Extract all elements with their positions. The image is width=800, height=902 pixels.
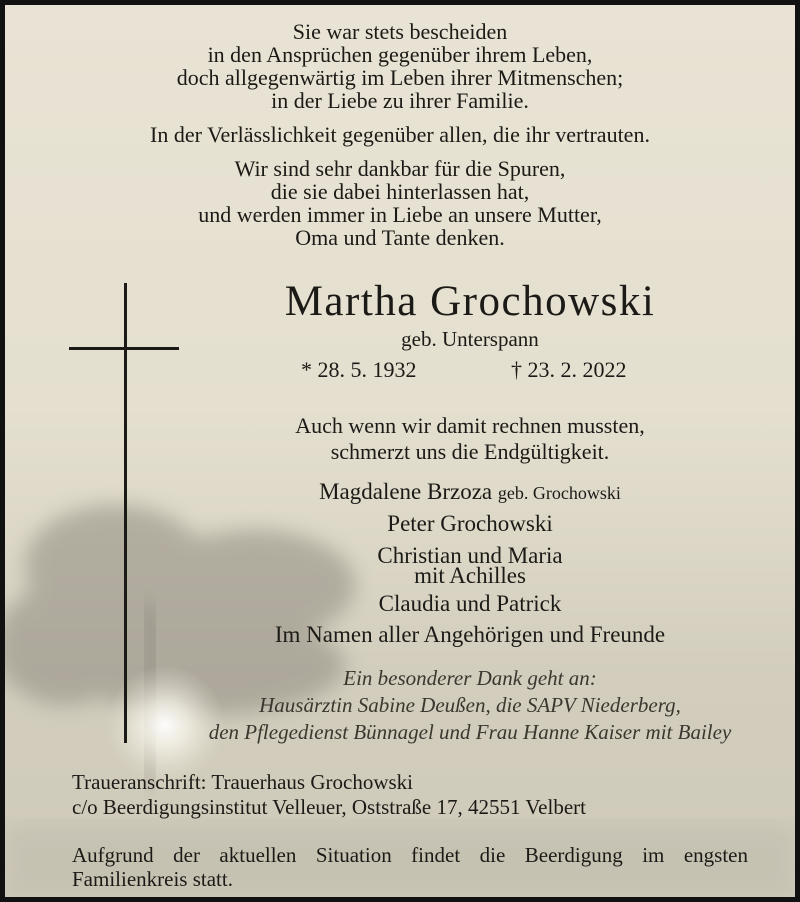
cross-icon-vertical [124,283,127,743]
poem-line: Oma und Tante denken. [295,225,505,250]
family-member: Peter Grochowski [387,511,553,536]
poem-stanza-3 [5,157,795,249]
poem-line: in der Liebe zu ihrer Familie. [271,88,529,113]
family-member-name: Magdalene Brzoza [319,479,493,504]
poem-line: Sie war stets bescheiden [292,19,508,44]
family-member-birth-name: geb. Grochowski [497,483,621,503]
mourning-address [72,770,586,820]
birth-date: * 28. 5. 1932 [301,357,417,382]
family-closing: Im Namen aller Angehörigen und Freunde [274,622,666,647]
address-line: Traueranschrift: Trauerhaus Grochowski [72,770,414,794]
poem-line: In der Verlässlichkeit gegenüber allen, die ihr vertrauten. [150,122,650,147]
poem-line: in den Ansprüchen gegenüber ihrem Leben, [207,42,593,67]
poem-stanza-2 [5,123,795,146]
quote-line: schmerzt uns die Endgültigkeit. [330,439,610,464]
thanks-line: Ein besonderer Dank geht an: [343,666,597,690]
cross-icon-horizontal [69,347,179,350]
family-member: Christian und Maria [377,543,563,568]
poem-line: doch allgegenwärtig im Leben ihrer Mitmenschen; [176,65,624,90]
thanks-line: Hausärztin Sabine Deußen, die SAPV Niederberg, [259,693,681,717]
thanks-line: den Pflegedienst Bünnagel und Frau Hanne Kaiser mit Bailey [208,720,732,744]
deceased-name: Martha Grochowski [284,278,656,325]
funeral-note [72,843,748,891]
family-member: Claudia und Patrick [378,591,562,616]
quote-line: Auch wenn wir damit rechnen mussten, [295,413,645,438]
note-line: Aufgrund der aktuellen Situation findet die Beerdigung im engsten [72,843,748,867]
quote [185,413,755,465]
note-line: Familienkreis statt. [72,867,233,891]
death-date: † 23. 2. 2022 [511,357,627,382]
family-member: mit Achilles [414,563,526,588]
acknowledgements [185,665,755,746]
poem-line: Wir sind sehr dankbar für die Spuren, [234,156,566,181]
poem-line: die sie dabei hinterlassen hat, [270,179,530,204]
address-line: c/o Beerdigungsinstitut Velleuer, Oststraße 17, 42551 Velbert [72,795,586,819]
birth-name: geb. Unterspann [401,327,539,351]
obituary-card [5,5,795,897]
poem-stanza-1 [5,20,795,112]
poem-line: und werden immer in Liebe an unsere Mutter, [198,202,602,227]
family-member [185,479,755,506]
